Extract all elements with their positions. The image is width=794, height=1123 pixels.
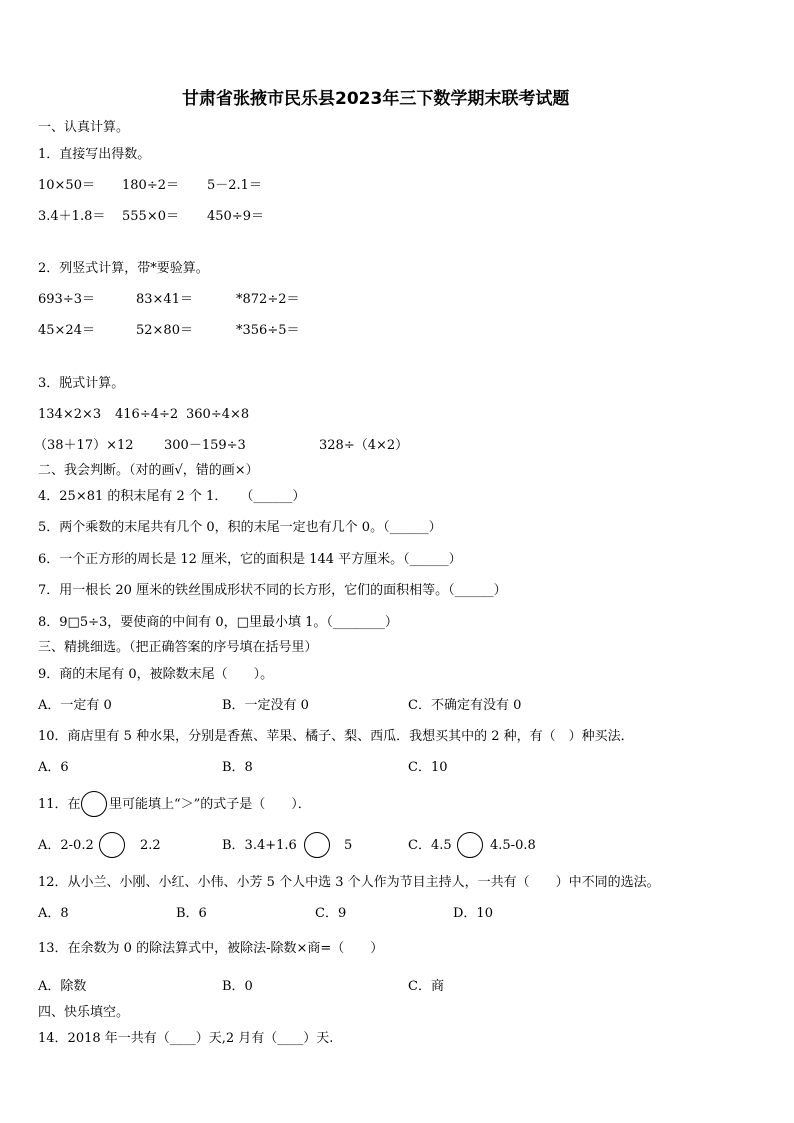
question-10-stem: 10．商店里有 5 种水果，分别是香蕉、苹果、橘子、梨、西瓜．我想买其中的 2 种，有（ ）种买法．: [38, 729, 634, 744]
q11-option-c-right: 4.5-0.8: [490, 838, 536, 853]
q12-option-c: C．9: [315, 906, 347, 921]
page-title: 甘肃省张掖市民乐县2023年三下数学期末联考试题: [182, 89, 570, 109]
q1-item: 555×0＝: [122, 209, 179, 224]
q2-item: 52×80＝: [136, 323, 193, 338]
q11-option-a-right: 2.2: [140, 838, 161, 853]
q11-option-b-left: B．3.4+1.6: [222, 838, 297, 853]
blank-circle-icon: [99, 832, 125, 858]
section-2-heading: 二、我会判断。（对的画√，错的画×）: [38, 463, 259, 478]
question-4: 4．25×81 的积末尾有 2 个 1． （______）: [38, 489, 306, 504]
question-13-stem: 13．在余数为 0 的除法算式中，被除法-除数×商=（ ）: [38, 941, 384, 956]
q12-option-a: A．8: [38, 906, 69, 921]
q13-option-c: C．商: [408, 979, 444, 994]
q9-option-b: B．一定没有 0: [222, 698, 309, 713]
q1-item: 5－2.1＝: [207, 178, 262, 193]
blank-circle-icon: [81, 791, 107, 817]
q3-item: 134×2×3: [38, 407, 102, 422]
blank-circle-icon: [304, 832, 330, 858]
q13-option-b: B．0: [222, 979, 253, 994]
question-5: 5．两个乘数的末尾共有几个 0，积的末尾一定也有几个 0。（______）: [38, 520, 442, 535]
question-11-stem-start: 11．在: [38, 797, 81, 812]
q3-item: （38＋17）×12: [34, 438, 134, 453]
q11-option-c-left: C．4.5: [408, 838, 452, 853]
q1-item: 450÷9＝: [207, 209, 264, 224]
q9-option-a: A．一定有 0: [38, 698, 112, 713]
question-6: 6．一个正方形的周长是 12 厘米，它的面积是 144 平方厘米。（______）: [38, 552, 462, 567]
q2-item: 45×24＝: [38, 323, 95, 338]
question-2-stem: 2．列竖式计算，带*要验算。: [38, 261, 209, 276]
q13-option-a: A．除数: [38, 979, 87, 994]
q11-option-a-left: A．2-0.2: [38, 838, 94, 853]
q10-option-b: B．8: [222, 760, 253, 775]
q1-item: 180÷2＝: [122, 178, 179, 193]
q9-option-c: C．不确定有没有 0: [408, 698, 522, 713]
question-8: 8．9□5÷3，要使商的中间有 0，□里最小填 1。（________）: [38, 615, 398, 630]
q2-item: *356÷5＝: [236, 323, 300, 338]
q3-item: 328÷（4×2）: [319, 438, 409, 453]
q10-option-a: A．6: [38, 760, 69, 775]
q2-item: *872÷2＝: [236, 292, 300, 307]
q2-item: 83×41＝: [136, 292, 193, 307]
section-3-heading: 三、精挑细选。（把正确答案的序号填在括号里）: [38, 640, 318, 655]
q3-item: 300－159÷3: [164, 438, 246, 453]
section-4-heading: 四、快乐填空。: [38, 1005, 130, 1020]
question-11-stem-end: 里可能填上“＞”的式子是（ ）．: [109, 797, 311, 812]
q2-item: 693÷3＝: [38, 292, 95, 307]
q12-option-b: B．6: [176, 906, 207, 921]
section-1-heading: 一、认真计算。: [38, 120, 130, 135]
q1-item: 3.4＋1.8＝: [38, 209, 106, 224]
question-14: 14．2018 年一共有（____）天,2 月有（____）天.: [38, 1031, 334, 1046]
q12-option-d: D．10: [453, 906, 493, 921]
blank-circle-icon: [457, 832, 483, 858]
q1-item: 10×50＝: [38, 178, 95, 193]
q10-option-c: C．10: [408, 760, 448, 775]
q11-option-b-right: 5: [344, 838, 353, 853]
question-12-stem: 12．从小兰、小刚、小红、小伟、小芳 5 个人中选 3 个人作为节目主持人，一共有（ ）中不同的选法。: [38, 875, 660, 890]
question-3-stem: 3．脱式计算。: [38, 376, 125, 391]
question-7: 7．用一根长 20 厘米的铁丝围成形状不同的长方形，它们的面积相等。（______）: [38, 583, 507, 598]
question-1-stem: 1．直接写出得数。: [38, 147, 151, 162]
q3-item: 416÷4÷2: [115, 407, 179, 422]
question-9-stem: 9．商的末尾有 0，被除数末尾（ ）。: [38, 667, 274, 682]
q3-item: 360÷4×8: [186, 407, 250, 422]
